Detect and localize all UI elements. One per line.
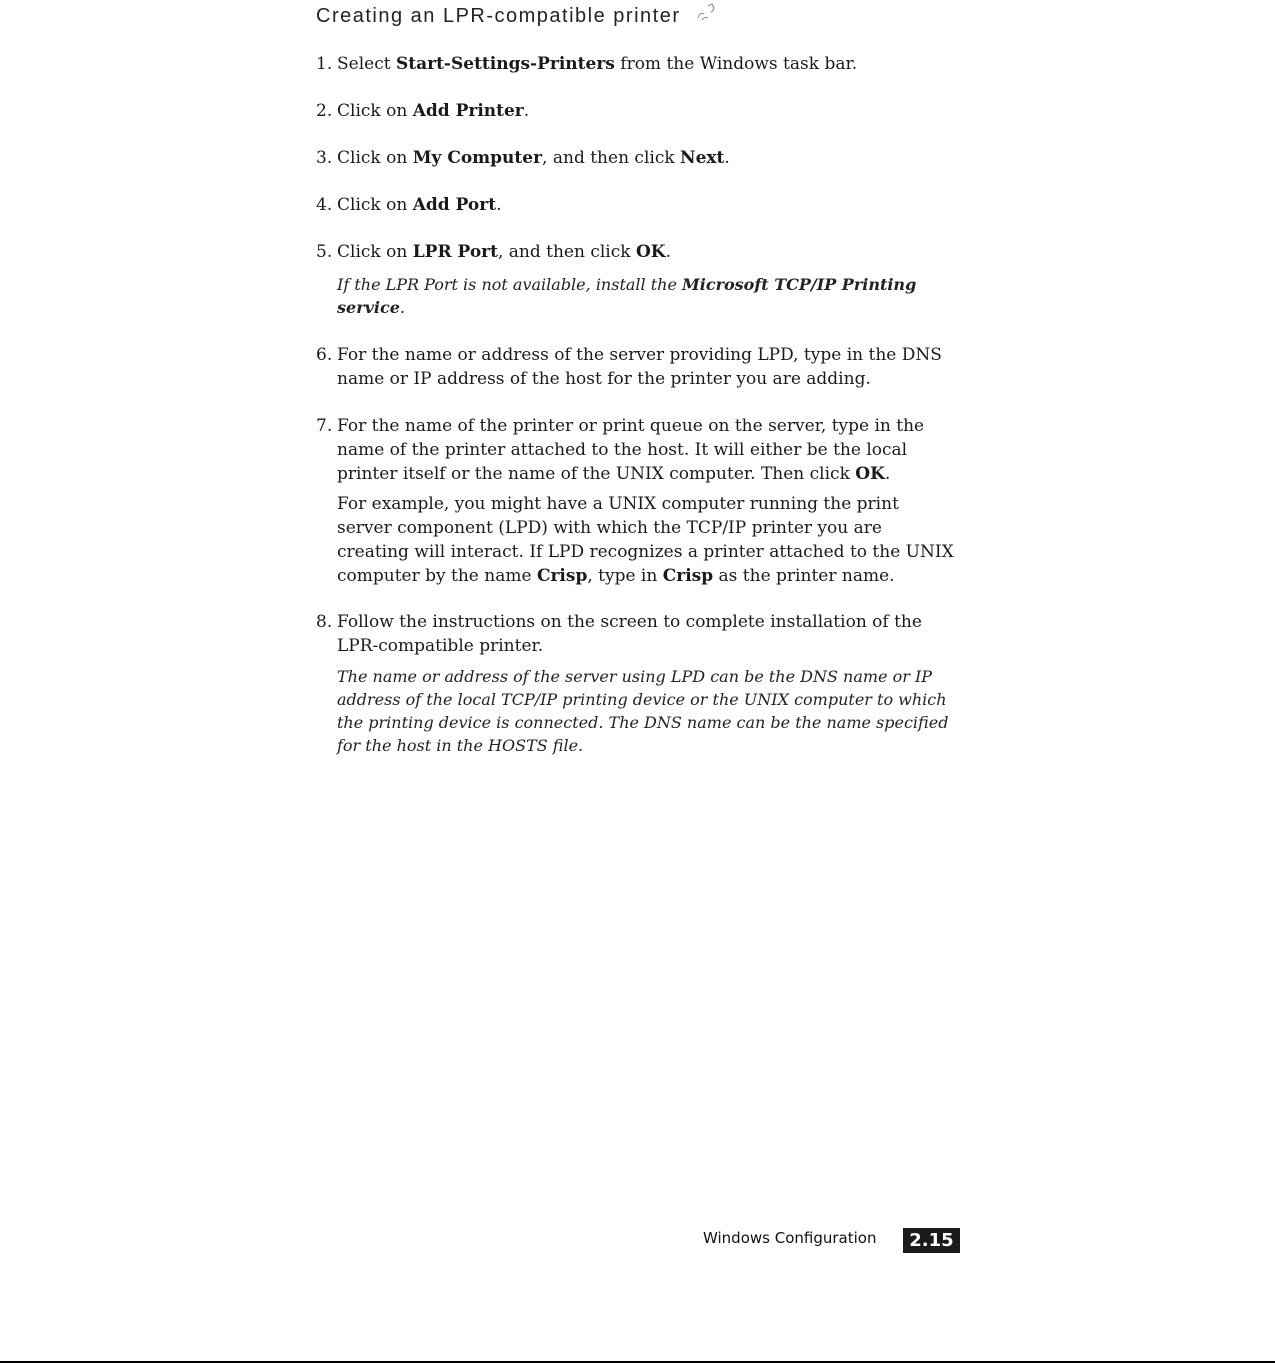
page-number-badge: 2.15 — [903, 1228, 960, 1253]
printer-name: Crisp — [662, 566, 714, 586]
step-number: 3. — [316, 148, 333, 168]
step-number: 6. — [316, 345, 333, 365]
page-title — [316, 2, 718, 28]
step-number: 8. — [316, 612, 333, 632]
step-8-note: The name or address of the server using LPD can be the DNS name or IP address of the local TCP/IP printing device or the UNIX computer to which the printing device is connected. The DNS name can be the name specified for the host in the HOSTS file. — [337, 667, 949, 755]
step-7-example: For example, you might have a UNIX computer running the print server component (LPD) with which the TCP/IP printer you are creating will interact. If LPD recognizes a printer attached to the UNIX computer by the name Crisp, type in Crisp as the printer name. — [337, 494, 954, 586]
step-8 — [316, 610, 956, 658]
step-text: For the name or address of the server providing LPD, type in the DNS name or IP address of the host for the printer you are adding. — [337, 345, 942, 389]
add-printer-label: Add Printer — [412, 101, 524, 121]
step-2: 2. Click on Add Printer. — [316, 101, 530, 121]
ok-label: OK — [635, 242, 666, 262]
step-4: 4. Click on Add Port. — [316, 195, 502, 215]
service-name: Microsoft TCP/IP Printing service — [337, 275, 917, 317]
menu-path: Start-Settings-Printers — [395, 54, 615, 74]
printer-name: Crisp — [536, 566, 588, 586]
printer-decoration-icon — [694, 2, 718, 24]
next-label: Next — [680, 148, 725, 168]
step-number: 2. — [316, 101, 333, 121]
step-number: 7. — [316, 416, 333, 436]
step-number: 4. — [316, 195, 333, 215]
my-computer-label: My Computer — [412, 148, 543, 168]
step-number: 5. — [316, 242, 333, 262]
page-title-text: Creating an LPR-compatible printer — [316, 5, 681, 27]
add-port-label: Add Port — [412, 195, 497, 215]
step-5-note: If the LPR Port is not available, install the Microsoft TCP/IP Printing service. — [337, 275, 917, 317]
step-1: 1. Select Start-Settings-Printers from the Windows task bar. — [316, 54, 858, 74]
ok-label: OK — [855, 464, 885, 484]
step-5: 5. Click on LPR Port, and then click OK. — [316, 242, 671, 262]
step-7: 7. For the name of the printer or print queue on the server, type in the name of the printer attached to the host. It will either be the local printer itself or the name of the UNIX computer. Then click OK. — [316, 416, 925, 484]
step-number: 1. — [316, 54, 333, 74]
lpr-port-label: LPR Port — [412, 242, 498, 262]
step-6 — [316, 343, 956, 391]
step-3: 3. Click on My Computer, and then click Next. — [316, 148, 730, 168]
step-text: Follow the instructions on the screen to complete installation of the LPR-compatible printer. — [337, 612, 922, 656]
section-footer: Windows Configuration — [703, 1229, 877, 1247]
